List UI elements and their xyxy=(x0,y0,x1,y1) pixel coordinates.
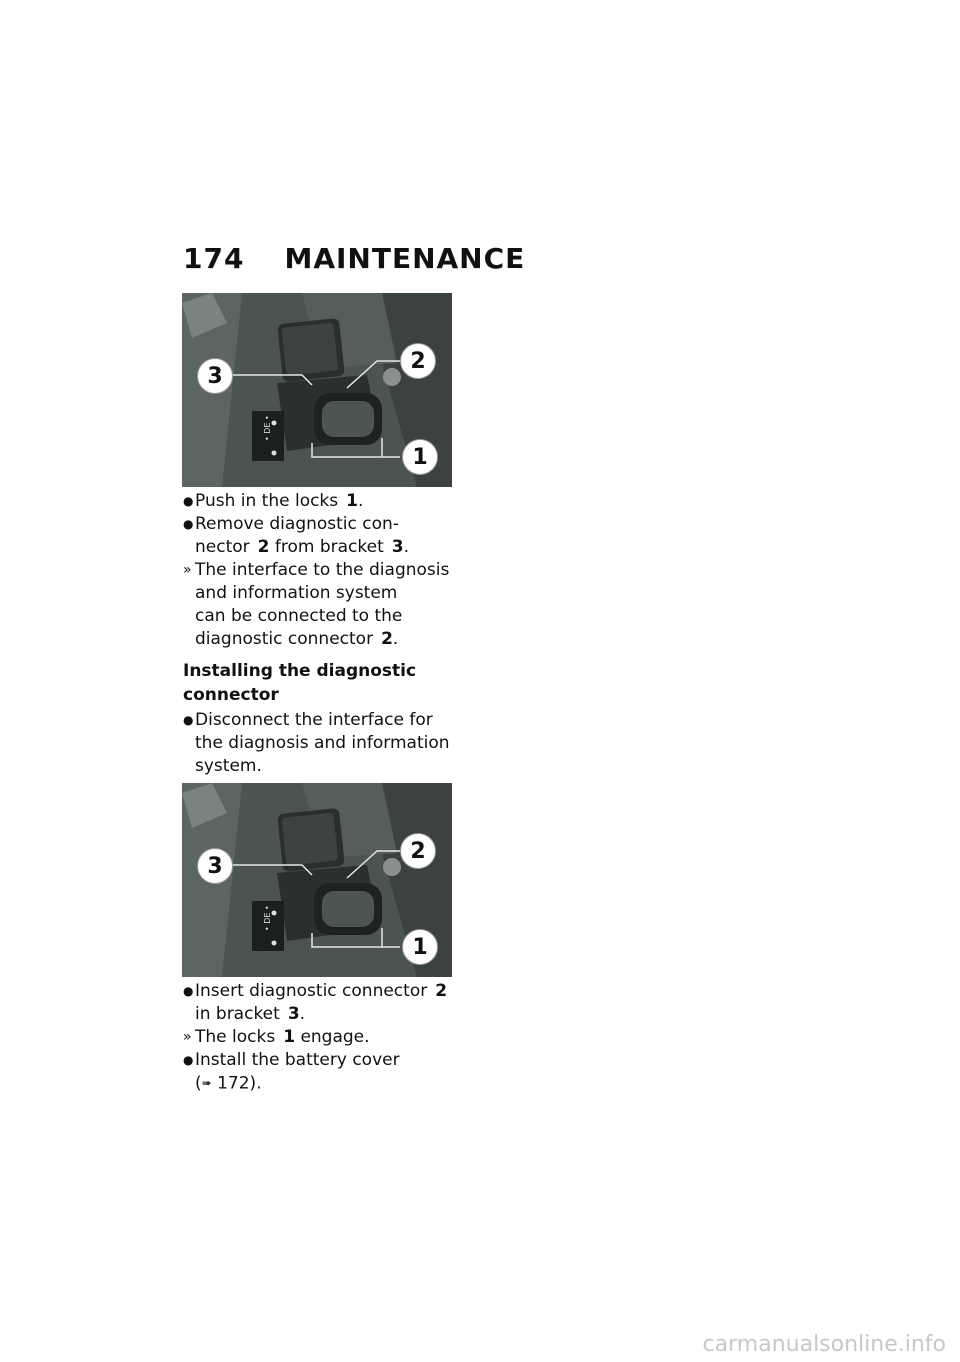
page-header xyxy=(183,242,525,275)
step-text: Remove diagnostic con- xyxy=(195,514,399,534)
bullet-marker: ● xyxy=(183,984,194,998)
label-1-callout: 1 xyxy=(402,439,438,475)
page-ref-number: 172). xyxy=(217,1073,262,1094)
result-last-line xyxy=(195,628,463,651)
step-suffix: . xyxy=(357,491,364,511)
ref-number: 3 xyxy=(287,1004,300,1024)
label-1-callout: 1 xyxy=(402,929,438,965)
result-marker: » xyxy=(183,1029,191,1045)
section-title: MAINTENANCE xyxy=(284,242,526,275)
diagnostic-connector-figure-1 xyxy=(182,293,452,487)
step-suffix: . xyxy=(403,537,410,557)
result-marker: » xyxy=(183,562,191,578)
ref-number: 2 xyxy=(435,981,448,1001)
ref-number: 2 xyxy=(381,629,393,649)
step-suffix: . xyxy=(392,629,399,649)
result-text: The interface to the diagnosis xyxy=(195,560,450,580)
step-text: the diagnosis and information xyxy=(195,733,450,753)
page-number: 174 xyxy=(183,242,245,275)
heading-line: Installing the diagnostic xyxy=(183,661,417,681)
label-3-callout: 3 xyxy=(197,848,233,884)
step-disconnect-interface xyxy=(183,709,463,778)
step-text: in bracket xyxy=(195,1004,280,1024)
result-text: can be connected to the xyxy=(195,606,403,626)
step-text: Install the battery cover xyxy=(195,1050,400,1070)
bullet-marker: ● xyxy=(183,494,194,508)
label-2-callout: 2 xyxy=(400,343,436,379)
label-3-callout: 3 xyxy=(197,358,233,394)
watermark: carmanualsonline.info xyxy=(702,1332,946,1357)
result-locks-engage xyxy=(183,1026,463,1049)
bullet-marker: ● xyxy=(183,517,194,531)
step-text: Insert diagnostic connector xyxy=(195,981,428,1001)
step-text: Push in the locks xyxy=(195,491,339,511)
ref-number: 2 xyxy=(257,537,270,557)
step-text: from bracket xyxy=(274,537,384,557)
ref-number: 3 xyxy=(391,537,404,557)
connector-strip-label: • DE • xyxy=(263,905,272,931)
diagnostic-connector-figure-2 xyxy=(182,783,452,977)
ref-number: 1 xyxy=(283,1027,296,1047)
result-text: engage. xyxy=(300,1027,370,1047)
step-text: nector xyxy=(195,537,250,557)
step-install-battery-cover xyxy=(183,1049,463,1096)
section-heading xyxy=(183,659,463,707)
step-line-2 xyxy=(195,536,463,559)
removal-steps xyxy=(183,490,463,778)
heading-line: connector xyxy=(183,685,279,705)
step-remove-connector xyxy=(183,513,463,559)
label-2-callout: 2 xyxy=(400,833,436,869)
open-paren: ( xyxy=(195,1073,202,1094)
step-insert-connector xyxy=(183,980,463,1026)
result-text: and information system xyxy=(195,583,398,603)
installation-steps xyxy=(183,980,463,1096)
page-arrow-icon: ➠ xyxy=(201,1076,212,1090)
step-suffix: . xyxy=(299,1004,306,1024)
step-text: system. xyxy=(195,756,262,776)
step-line-1 xyxy=(195,980,463,1003)
ref-number: 1 xyxy=(346,491,358,511)
bullet-marker: ● xyxy=(183,713,194,727)
step-text: Disconnect the interface for xyxy=(195,710,433,730)
page-reference[interactable] xyxy=(195,1072,463,1096)
bullet-marker: ● xyxy=(183,1053,194,1067)
result-interface-connect xyxy=(183,559,463,651)
step-line-2 xyxy=(195,1003,463,1026)
result-text: The locks xyxy=(195,1027,276,1047)
step-push-locks xyxy=(183,490,463,513)
result-text: diagnostic connector xyxy=(195,629,374,649)
connector-strip-label: • DE • xyxy=(263,415,272,441)
